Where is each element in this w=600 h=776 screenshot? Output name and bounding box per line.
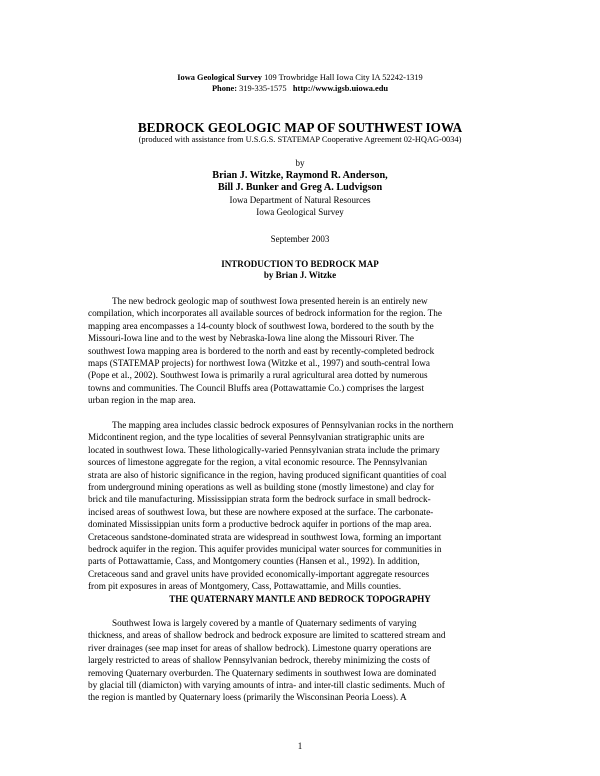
authors-line-1: Brian J. Witzke, Raymond R. Anderson, <box>212 170 388 181</box>
paragraph-line: bedrock aquifer in the region. This aquifer provides municipal water sources for communities in <box>88 544 442 555</box>
paragraph-line: mapping area encompasses a 14-county block of southwest Iowa, bordered to the south by the <box>88 320 434 331</box>
paragraph-line: compilation, which incorporates all available sources of bedrock information for the region. The <box>88 308 442 319</box>
paragraph-line: Cretaceous sandstone-dominated strata are widespread in southwest Iowa, forming an important <box>88 531 442 542</box>
paragraph-2 <box>88 419 520 593</box>
section-heading-introduction: INTRODUCTION TO BEDROCK MAP <box>221 259 379 269</box>
paragraph-line: river drainages (see map inset for areas of shallow bedrock). Limestone quarry operations are <box>88 642 432 653</box>
paragraph-line: dominated Mississippian units form a productive bedrock aquifer in portions of the map area. <box>88 519 432 530</box>
paragraph-line: The new bedrock geologic map of southwest Iowa presented herein is an entirely new <box>112 296 428 306</box>
paragraph-line: the region is mantled by Quaternary loess (primarily the Wisconsinan Peoria Loess). A <box>88 692 407 703</box>
authors-line-2: Bill J. Bunker and Greg A. Ludvigson <box>217 182 383 193</box>
paragraph-line: The mapping area includes classic bedrock exposures of Pennsylvanian rocks in the northern <box>112 420 454 430</box>
paragraph-line: Cretaceous sand and gravel units have provided economically-important aggregate resources <box>88 568 430 579</box>
paragraph-line: incised areas of southwest Iowa, but these are nowhere exposed at the surface. The carbonate- <box>88 506 434 517</box>
paragraph-line: brick and tile manufacturing. Mississippian strata form the bedrock surface in small bedrock- <box>88 494 431 505</box>
header-line-1 <box>0 72 600 83</box>
paragraph-line: located in southwest Iowa. These lithologically-varied Pennsylvanian strata include the primary <box>88 444 440 455</box>
header-org: Iowa Geological Survey <box>177 73 262 82</box>
paragraph-3 <box>88 617 520 704</box>
page-number: 1 <box>297 741 303 751</box>
document-title: BEDROCK GEOLOGIC MAP OF SOUTHWEST IOWA <box>137 120 463 135</box>
header-phone-label: Phone: <box>211 84 238 93</box>
paragraph-line: removing Quaternary overburden. The Quaternary sediments in southwest Iowa are dominated <box>88 667 437 678</box>
section-byline: by Brian J. Witzke <box>263 270 337 280</box>
header-line-2 <box>0 83 600 94</box>
paragraph-line: parts of Pottawattamie, Cass, and Montgomery counties (Hansen et al., 1992). In addition, <box>88 556 420 567</box>
header-phone: 319-335-1575 <box>239 84 287 93</box>
paragraph-line: maps (STATEMAP projects) for northwest Iowa (Witzke et al., 1997) and south-central Iowa <box>88 358 430 369</box>
header-url[interactable]: http://www.igsb.uiowa.edu <box>292 84 389 93</box>
paragraph-line: from pit exposures in areas of Montgomery, Cass, Pottawattamie, and Mills counties. <box>88 581 401 592</box>
paragraph-line: southwest Iowa mapping area is bordered to the north and east by recently-completed bedrock <box>88 345 435 356</box>
paragraph-line: Missouri-Iowa line and to the west by Nebraska-Iowa line along the Missouri River. The <box>88 333 414 344</box>
by-label: by <box>295 158 305 168</box>
paragraph-line: largely restricted to areas of shallow Pennsylvanian bedrock, thereby minimizing the costs of <box>88 655 430 666</box>
paragraph-line: thickness, and areas of shallow bedrock and bedrock exposure are limited to scattered stream and <box>88 630 446 641</box>
paragraph-line: from underground mining operations as well as building stone (mostly limestone) and clay for <box>88 482 435 493</box>
paragraph-line: (Pope et al., 2002). Southwest Iowa is primarily a rural agricultural area dotted by numerous <box>88 370 428 381</box>
paragraph-line: strata are also of historic significance in the region, having produced significant quantities of coal <box>88 469 447 480</box>
header-address: 109 Trowbridge Hall Iowa City IA 52242-1319 <box>264 73 423 82</box>
paragraph-line: Southwest Iowa is largely covered by a mantle of Quaternary sediments of varying <box>112 618 417 628</box>
affiliation-line-2: Iowa Geological Survey <box>256 207 344 217</box>
paragraph-line: by glacial till (diamicton) with varying amounts of intra- and inter-till clastic sediments. Much of <box>88 680 445 691</box>
document-subtitle: (produced with assistance from U.S.G.S. STATEMAP Cooperative Agreement 02-HQAG-0034) <box>138 135 462 144</box>
affiliation-line-1: Iowa Department of Natural Resources <box>229 195 371 205</box>
document-date: September 2003 <box>270 234 330 244</box>
paragraph-line: Midcontinent region, and the type localities of several Pennsylvanian stratigraphic units are <box>88 432 425 443</box>
section-heading-quaternary: THE QUATERNARY MANTLE AND BEDROCK TOPOGRAPHY <box>169 594 431 604</box>
paragraph-line: sources of limestone aggregate for the region, a vital economic resource. The Pennsylvanian <box>88 457 428 468</box>
paragraph-line: urban region in the map area. <box>88 395 196 406</box>
paragraph-1 <box>88 295 520 407</box>
paragraph-line: towns and communities. The Council Bluffs area (Pottawattamie Co.) comprises the largest <box>88 382 425 393</box>
